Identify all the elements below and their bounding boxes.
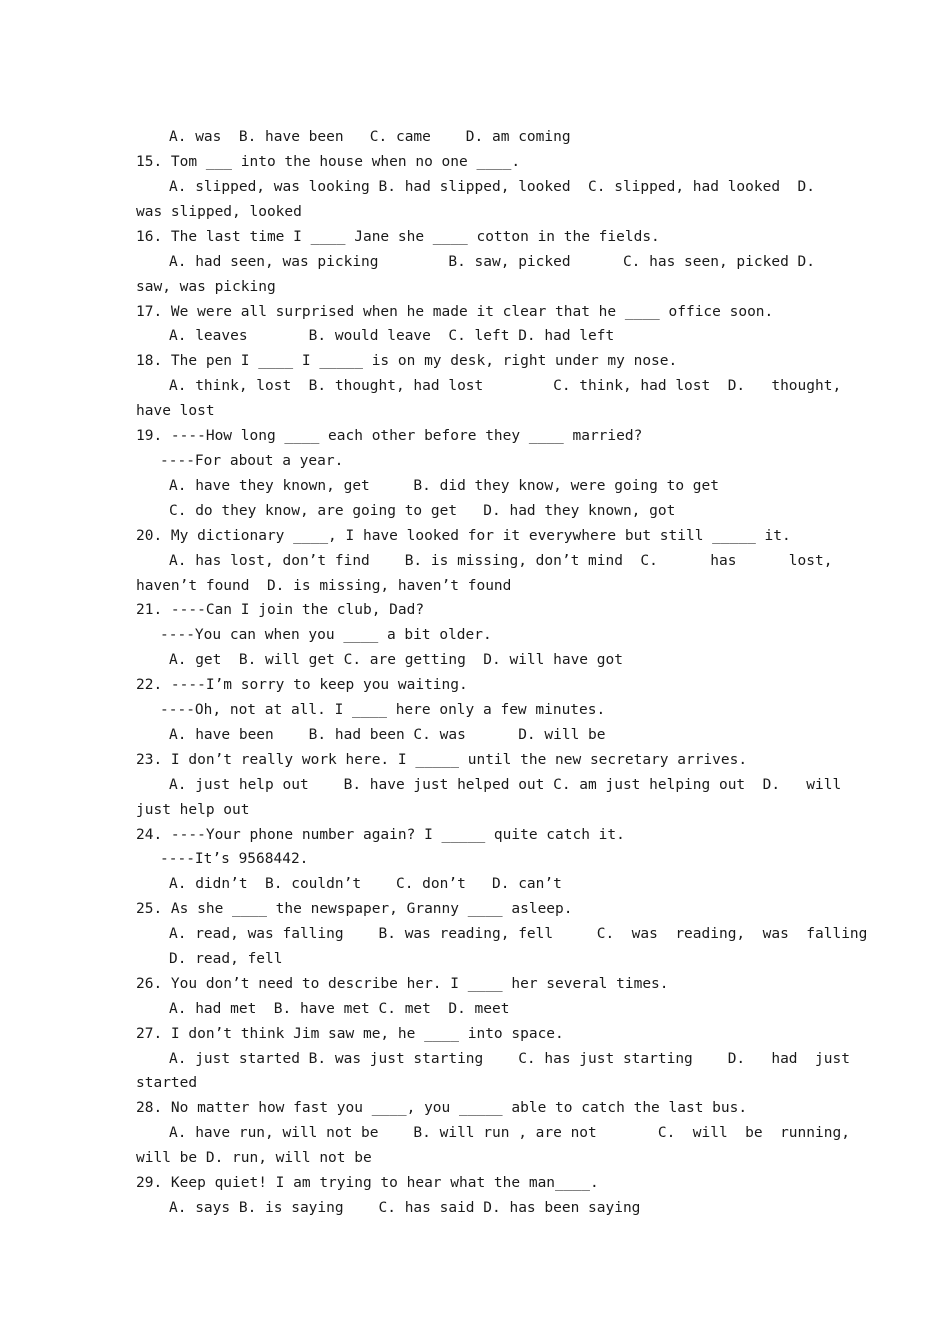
option-line-25-cont: D. read, fell [169, 951, 283, 967]
dialogue-24: ----It’s 9568442. [160, 851, 309, 867]
option-line-24: A. didn’t B. couldn’t C. don’t D. can’t [169, 876, 562, 892]
option-line-15: A. slipped, was looking B. had slipped, looked C. slipped, had looked D. [169, 179, 816, 195]
dialogue-21: ----You can when you ____ a bit older. [160, 627, 492, 643]
question-22: 22. ----I’m sorry to keep you waiting. [136, 677, 468, 693]
option-line-27-cont: started [136, 1075, 198, 1091]
question-16: 16. The last time I ____ Jane she ____ cotton in the fields. [136, 229, 660, 245]
option-line-18: A. think, lost B. thought, had lost C. think, had lost D. thought, [169, 378, 842, 394]
option-line-20: A. has lost, don’t find B. is missing, don’t mind C. has lost, [169, 553, 833, 569]
option-line-23-cont: just help out [136, 802, 250, 818]
question-17: 17. We were all surprised when he made it clear that he ____ office soon. [136, 304, 774, 320]
question-19: 19. ----How long ____ each other before they ____ married? [136, 428, 643, 444]
option-line-26: A. had met B. have met C. met D. meet [169, 1001, 510, 1017]
option-line-19a: A. have they known, get B. did they know, were going to get [169, 478, 719, 494]
option-line-21: A. get B. will get C. are getting D. will have got [169, 652, 623, 668]
question-20: 20. My dictionary ____, I have looked for it everywhere but still _____ it. [136, 528, 791, 544]
option-line-22: A. have been B. had been C. was D. will be [169, 727, 606, 743]
dialogue-22: ----Oh, not at all. I ____ here only a few minutes. [160, 702, 606, 718]
question-28: 28. No matter how fast you ____, you _____ able to catch the last bus. [136, 1100, 748, 1116]
option-line-16: A. had seen, was picking B. saw, picked C. has seen, picked D. [169, 254, 816, 270]
option-line-17: A. leaves B. would leave C. left D. had left [169, 328, 615, 344]
option-line-16-cont: saw, was picking [136, 279, 276, 295]
option-line-28: A. have run, will not be B. will run , are not C. will be running, [169, 1125, 850, 1141]
option-line-19b: C. do they know, are going to get D. had they known, got [169, 503, 676, 519]
question-18: 18. The pen I ____ I _____ is on my desk, right under my nose. [136, 353, 678, 369]
question-25: 25. As she ____ the newspaper, Granny ____ asleep. [136, 901, 573, 917]
option-line-18-cont: have lost [136, 403, 215, 419]
question-21: 21. ----Can I join the club, Dad? [136, 602, 425, 618]
question-27: 27. I don’t think Jim saw me, he ____ into space. [136, 1026, 564, 1042]
option-line-28-cont: will be D. run, will not be [136, 1150, 372, 1166]
option-line-14: A. was B. have been C. came D. am coming [169, 129, 571, 145]
dialogue-19: ----For about a year. [160, 453, 344, 469]
option-line-23: A. just help out B. have just helped out C. am just helping out D. will [169, 777, 842, 793]
question-29: 29. Keep quiet! I am trying to hear what the man____. [136, 1175, 599, 1191]
question-15: 15. Tom ___ into the house when no one ____. [136, 154, 521, 170]
option-line-25: A. read, was falling B. was reading, fell C. was reading, was falling [169, 926, 868, 942]
option-line-29: A. says B. is saying C. has said D. has been saying [169, 1200, 641, 1216]
question-24: 24. ----Your phone number again? I _____ quite catch it. [136, 827, 625, 843]
option-line-15-cont: was slipped, looked [136, 204, 302, 220]
option-line-27: A. just started B. was just starting C. has just starting D. had just [169, 1051, 850, 1067]
option-line-20-cont: haven’t found D. is missing, haven’t found [136, 578, 512, 594]
question-26: 26. You don’t need to describe her. I ____ her several times. [136, 976, 669, 992]
question-23: 23. I don’t really work here. I _____ until the new secretary arrives. [136, 752, 748, 768]
